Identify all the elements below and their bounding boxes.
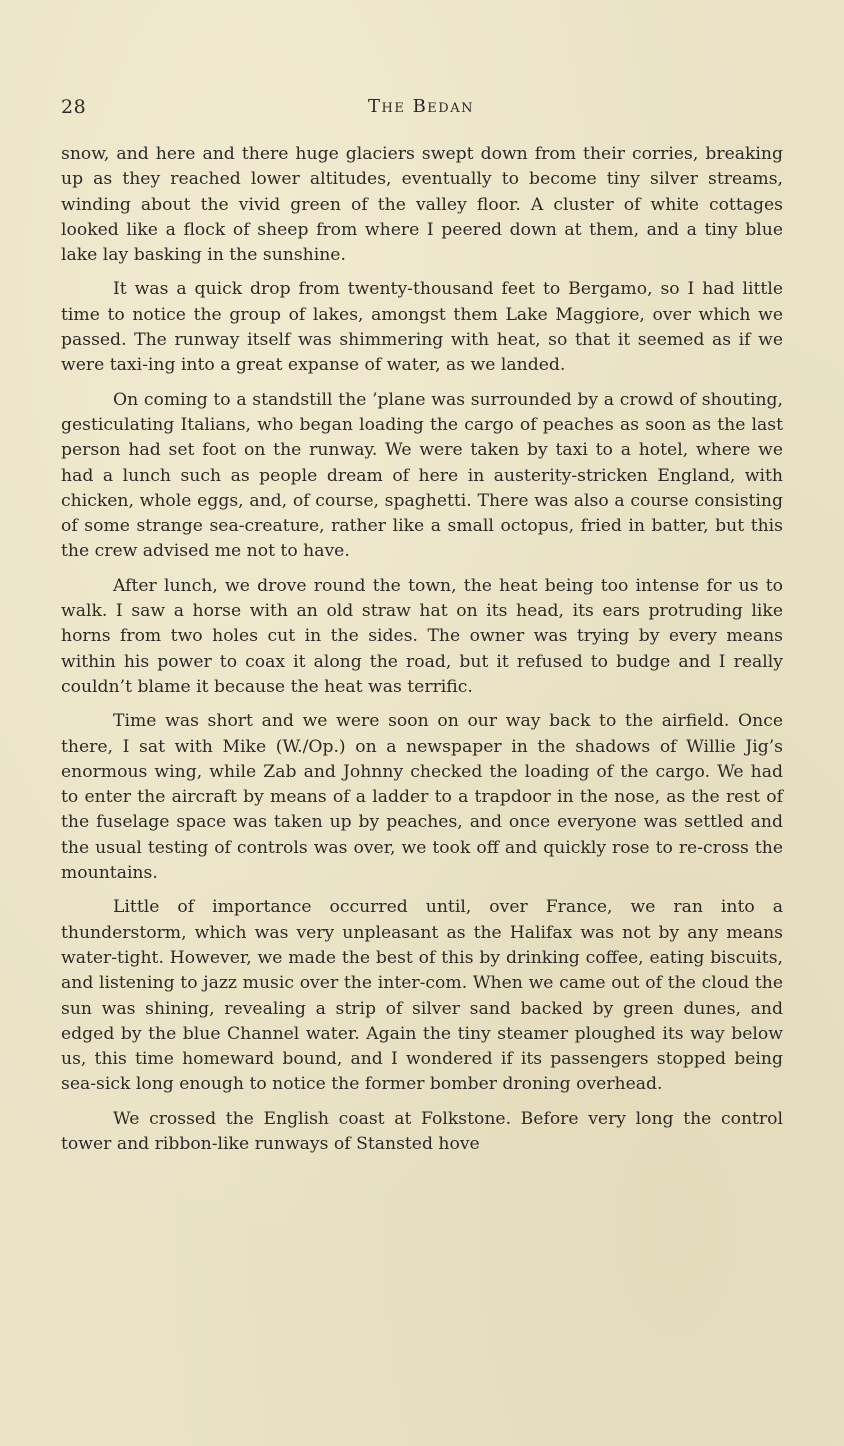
page-header xyxy=(61,96,781,124)
paragraph: Time was short and we were soon on our way back to the airfield. Once there, I sat with Mike (W./Op.) on a newspaper in the shadows of Willie Jig’s enormous wing, while Zab and Johnny checked the loading of the cargo. We had to enter the aircraft by means of a ladder to a trapdoor in the nose, as the rest of the fuselage space was taken up by peaches, and once everyone was settled and the usual testing of controls was over, we took off and quickly rose to re-cross the mountains. xyxy=(61,711,783,884)
paragraph: On coming to a standstill the ’plane was surrounded by a crowd of shouting, gesticulating Italians, who began loading the cargo of peaches as soon as the last person had set foot on the runway. We were taken by taxi to a hotel, where we had a lunch such as people dream of here in austerity-stricken England, with chicken, whole eggs, and, of course, spaghetti. There was also a course consisting of some strange sea-creature, rather like a small octopus, fried in batter, but this the crew advised me not to have. xyxy=(61,389,783,562)
body-text xyxy=(61,142,783,1157)
paragraph: After lunch, we drove round the town, the heat being too intense for us to walk. I saw a horse with an old straw hat on its head, its ears protruding like horns from two holes cut in the sides. The owner was trying by every means within his power to coax it along the road, but it refused to budge and I really couldn’t blame it because the heat was terrific. xyxy=(61,575,783,697)
paragraph: Little of importance occurred until, over France, we ran into a thunderstorm, which was very unpleasant as the Halifax was not by any means water-tight. However, we made the best of this by drinking coffee, eating biscuits, and listening to jazz music over the inter-com. When we came out of the cloud the sun was shining, revealing a strip of silver sand backed by green dunes, and edged by the blue Channel water. Again the tiny steamer ploughed its way below us, this time homeward bound, and I wondered if its passengers stopped being sea-sick long enough to notice the former bomber droning overhead. xyxy=(61,897,783,1095)
paragraph: It was a quick drop from twenty-thousand feet to Bergamo, so I had little time to notice the group of lakes, amongst them Lake Maggiore, over which we passed. The runway itself was shimmering with heat, so that it seemed as if we were taxi-ing into a great expanse of water, as we landed. xyxy=(61,279,783,376)
running-head: The Bedan xyxy=(368,96,474,117)
paragraph: We crossed the English coast at Folkstone. Before very long the control tower and ribbon-like runways of Stansted hove xyxy=(61,1108,783,1154)
page-number: 28 xyxy=(61,96,87,118)
paragraph: snow, and here and there huge glaciers swept down from their corries, breaking up as they reached lower altitudes, eventually to become tiny silver streams, winding about the vivid green of the valley floor. A cluster of white cottages looked like a flock of sheep from where I peered down at them, and a tiny blue lake lay basking in the sunshine. xyxy=(61,144,783,266)
